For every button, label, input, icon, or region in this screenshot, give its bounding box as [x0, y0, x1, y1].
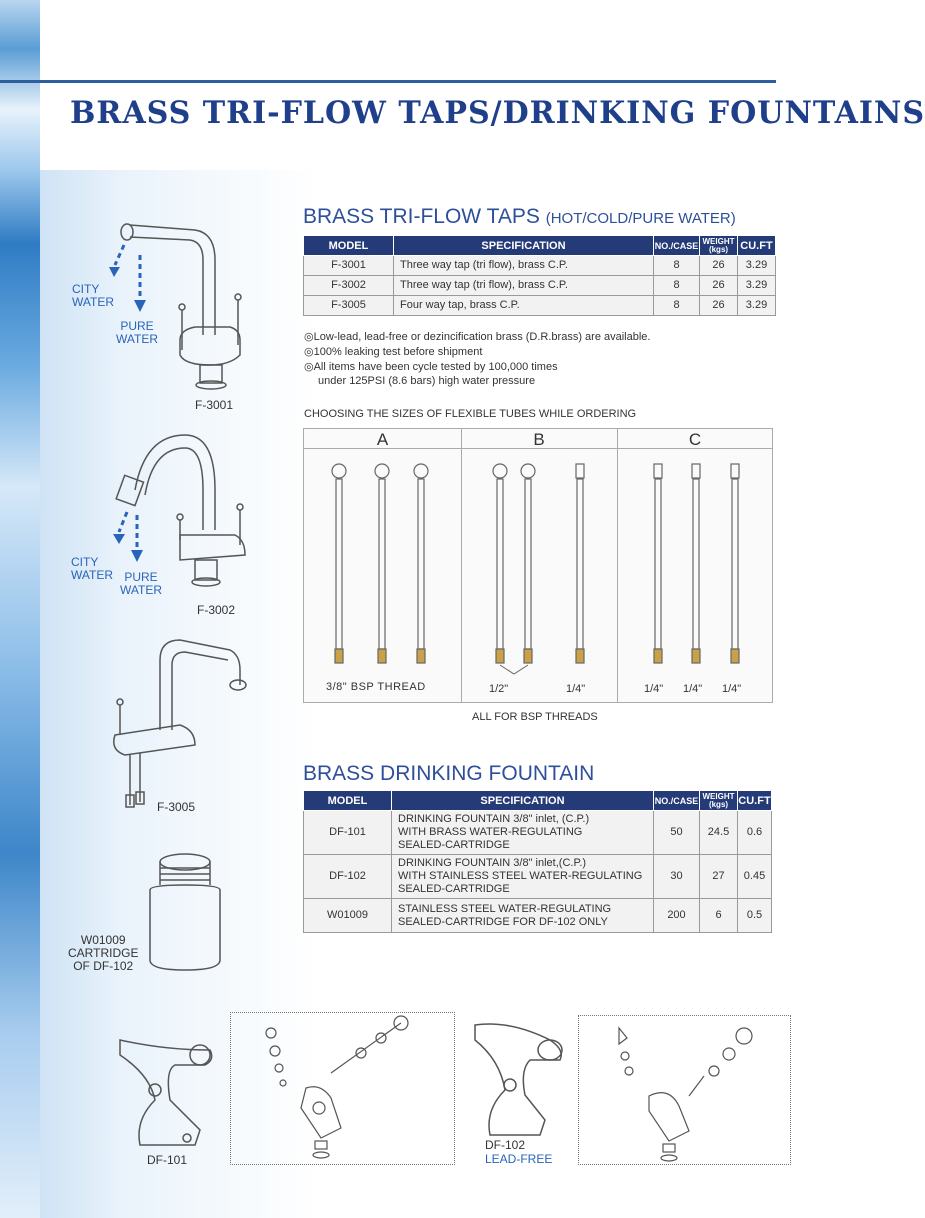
model-cell: DF-102 — [304, 855, 392, 899]
cartridge-drawing — [145, 850, 235, 975]
cuft-cell: 0.45 — [738, 855, 772, 899]
weight-cell: 26 — [700, 256, 738, 276]
taps-subtitle: (HOT/COLD/PURE WATER) — [545, 210, 736, 227]
spec-cell: DRINKING FOUNTAIN 3/8" inlet, (C.P.) WITH BRASS WATER-REGULATING SEALED-CARTRIDGE — [392, 811, 654, 855]
group-a-label: A — [376, 430, 389, 449]
tubes-footer: ALL FOR BSP THREADS — [472, 711, 598, 723]
flexible-tube — [692, 464, 700, 663]
df101-label: DF-101 — [147, 1153, 188, 1167]
cuft-cell: 0.5 — [738, 899, 772, 933]
spec-cell: Four way tap, brass C.P. — [394, 296, 654, 316]
group-c-label: C — [688, 430, 702, 449]
case-cell: 8 — [654, 256, 700, 276]
tube-a-size: 3/8" BSP THREAD — [326, 681, 426, 693]
cuft-cell: 3.29 — [738, 276, 776, 296]
table-row — [304, 256, 776, 276]
flexible-tube — [414, 464, 428, 663]
size-bracket — [500, 665, 528, 674]
page-title: BRASS TRI-FLOW TAPS/DRINKING FOUNTAINS — [70, 95, 925, 131]
tubes-heading: CHOOSING THE SIZES OF FLEXIBLE TUBES WHILE ORDERING — [304, 408, 637, 420]
flexible-tubes-drawing — [304, 429, 772, 702]
spec-cell: STAINLESS STEEL WATER-REGULATING SEALED-CARTRIDGE FOR DF-102 ONLY — [392, 899, 654, 933]
flexible-tube — [576, 464, 584, 663]
group-b-label: B — [533, 430, 545, 449]
flexible-tube — [654, 464, 662, 663]
header-rule — [0, 80, 776, 83]
taps-spec-table — [303, 235, 776, 316]
tube-c-size-3: 1/4" — [722, 683, 742, 695]
flexible-tube — [332, 464, 346, 663]
tube-b-size-2: 1/4" — [566, 683, 586, 695]
tube-b-size-1: 1/2" — [489, 683, 509, 695]
taps-title-text: BRASS TRI-FLOW TAPS — [303, 205, 540, 228]
model-cell: F-3005 — [304, 296, 394, 316]
col-cuft: CU.FT — [738, 236, 776, 256]
w01009-label: W01009 CARTRIDGE OF DF-102 — [68, 933, 139, 973]
col-cuft: CU.FT — [738, 791, 772, 811]
city-water-label-2: CITY WATER — [71, 555, 113, 582]
note-low-lead: ◎Low-lead, lead-free or dezincification brass (D.R.brass) are available. — [304, 331, 651, 343]
weight-cell: 27 — [700, 855, 738, 899]
df102-parts-drawing — [579, 1016, 790, 1164]
flexible-tube — [375, 464, 389, 663]
df101-fountain-drawing — [115, 1030, 215, 1150]
table-row — [304, 811, 772, 855]
flexible-tube — [493, 464, 507, 663]
df102-fountain-drawing — [470, 1015, 570, 1140]
spec-cell: DRINKING FOUNTAIN 3/8" inlet,(C.P.) WITH STAINLESS STEEL WATER-REGULATING SEALED-CARTRIDGE — [392, 855, 654, 899]
case-cell: 200 — [654, 899, 700, 933]
col-model: MODEL — [304, 236, 394, 256]
tubes-diagram — [303, 428, 773, 703]
fountain-section-title: BRASS DRINKING FOUNTAIN — [303, 762, 595, 785]
table-row — [304, 899, 772, 933]
model-cell: DF-101 — [304, 811, 392, 855]
f3001-label: F-3001 — [195, 398, 234, 412]
pure-water-label: PURE WATER — [116, 319, 158, 346]
weight-cell: 24.5 — [700, 811, 738, 855]
pure-water-label-2: PURE WATER — [120, 570, 162, 597]
table-row — [304, 276, 776, 296]
cuft-cell: 0.6 — [738, 811, 772, 855]
note-pressure: under 125PSI (8.6 bars) high water pressure — [318, 375, 536, 387]
case-cell: 30 — [654, 855, 700, 899]
taps-section-title — [303, 205, 736, 229]
df102-label: DF-102 — [485, 1138, 526, 1152]
weight-cell: 26 — [700, 276, 738, 296]
model-cell: F-3002 — [304, 276, 394, 296]
col-no-case: NO./CASE — [654, 791, 700, 811]
col-model: MODEL — [304, 791, 392, 811]
flexible-tube — [521, 464, 535, 663]
weight-cell: 6 — [700, 899, 738, 933]
case-cell: 8 — [654, 296, 700, 316]
weight-cell: 26 — [700, 296, 738, 316]
df101-exploded-view — [230, 1012, 455, 1165]
spec-cell: Three way tap (tri flow), brass C.P. — [394, 256, 654, 276]
fountain-spec-table — [303, 790, 772, 933]
f3002-label: F-3002 — [197, 603, 236, 617]
model-cell: F-3001 — [304, 256, 394, 276]
df101-parts-drawing — [231, 1013, 454, 1164]
lead-free-label: LEAD-FREE — [485, 1152, 553, 1166]
col-weight: WEIGHT (kgs) — [700, 791, 738, 811]
col-specification: SPECIFICATION — [394, 236, 654, 256]
f3005-tap-drawing — [100, 630, 260, 820]
spec-cell: Three way tap (tri flow), brass C.P. — [394, 276, 654, 296]
f3001-tap-drawing — [110, 215, 310, 395]
flexible-tube — [731, 464, 739, 663]
water-splash-background — [0, 0, 40, 1218]
note-leak-test: ◎100% leaking test before shipment — [304, 346, 483, 358]
table-row — [304, 855, 772, 899]
case-cell: 50 — [654, 811, 700, 855]
col-specification: SPECIFICATION — [392, 791, 654, 811]
col-no-case: NO./CASE — [654, 236, 700, 256]
col-weight: WEIGHT (kgs) — [700, 236, 738, 256]
case-cell: 8 — [654, 276, 700, 296]
cuft-cell: 3.29 — [738, 256, 776, 276]
table-row — [304, 296, 776, 316]
tube-c-size-1: 1/4" — [644, 683, 664, 695]
note-cycle-test: ◎All items have been cycle tested by 100,000 times — [304, 361, 558, 373]
cuft-cell: 3.29 — [738, 296, 776, 316]
f3005-label: F-3005 — [157, 800, 196, 814]
df102-exploded-view — [578, 1015, 791, 1165]
city-water-label: CITY WATER — [72, 282, 114, 309]
model-cell: W01009 — [304, 899, 392, 933]
tube-c-size-2: 1/4" — [683, 683, 703, 695]
